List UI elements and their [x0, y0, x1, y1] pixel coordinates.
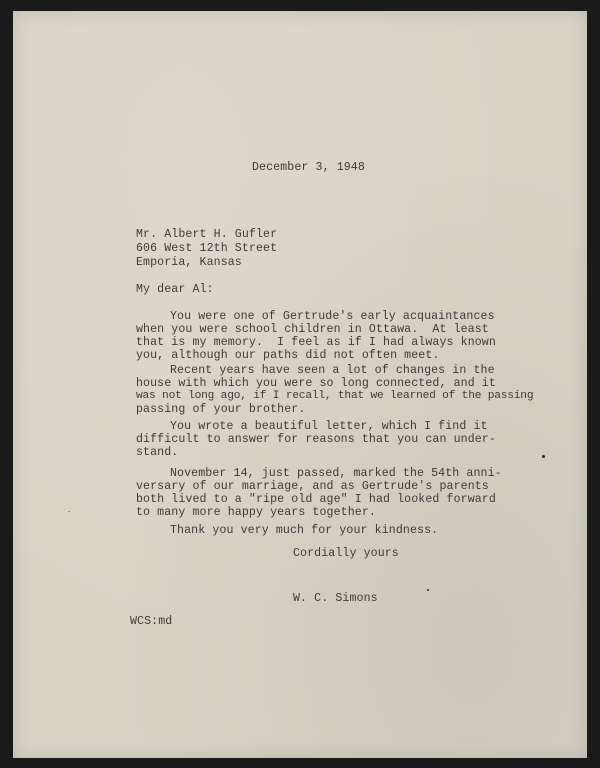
- typist-initials: WCS:md: [130, 615, 173, 628]
- address-line: Emporia, Kansas: [136, 256, 242, 269]
- body-line: both lived to a "ripe old age" I had looked forward: [136, 493, 496, 506]
- letter-page: [13, 11, 587, 758]
- body-line: house with which you were so long connected, and it: [136, 377, 496, 390]
- body-line: stand.: [136, 446, 179, 459]
- body-line: was not long ago, if I recall, that we learned of the passing: [136, 390, 534, 402]
- address-line: 606 West 12th Street: [136, 242, 278, 255]
- ink-speck: [542, 455, 545, 458]
- body-line: Recent years have seen a lot of changes in the: [170, 364, 495, 377]
- address-line: Mr. Albert H. Gufler: [136, 228, 278, 241]
- salutation: My dear Al:: [136, 283, 214, 296]
- body-line: You wrote a beautiful letter, which I find it: [170, 420, 488, 433]
- body-line: difficult to answer for reasons that you can under-: [136, 433, 496, 446]
- body-line: passing of your brother.: [136, 403, 306, 416]
- body-line: that is my memory. I feel as if I had always known: [136, 336, 496, 349]
- ink-speck: [427, 589, 429, 591]
- letter-date: December 3, 1948: [252, 161, 365, 174]
- body-line: November 14, just passed, marked the 54th anni-: [170, 467, 502, 480]
- thanks-line: Thank you very much for your kindness.: [170, 524, 439, 537]
- body-line: You were one of Gertrude's early acquaintances: [170, 310, 495, 323]
- body-line: to many more happy years together.: [136, 506, 376, 519]
- signature-name: W. C. Simons: [293, 592, 378, 605]
- body-line: when you were school children in Ottawa. At least: [136, 323, 489, 336]
- body-line: you, although our paths did not often meet.: [136, 349, 440, 362]
- body-line: versary of our marriage, and as Gertrude's parents: [136, 480, 489, 493]
- closing: Cordially yours: [293, 547, 399, 560]
- ink-speck: [68, 511, 70, 512]
